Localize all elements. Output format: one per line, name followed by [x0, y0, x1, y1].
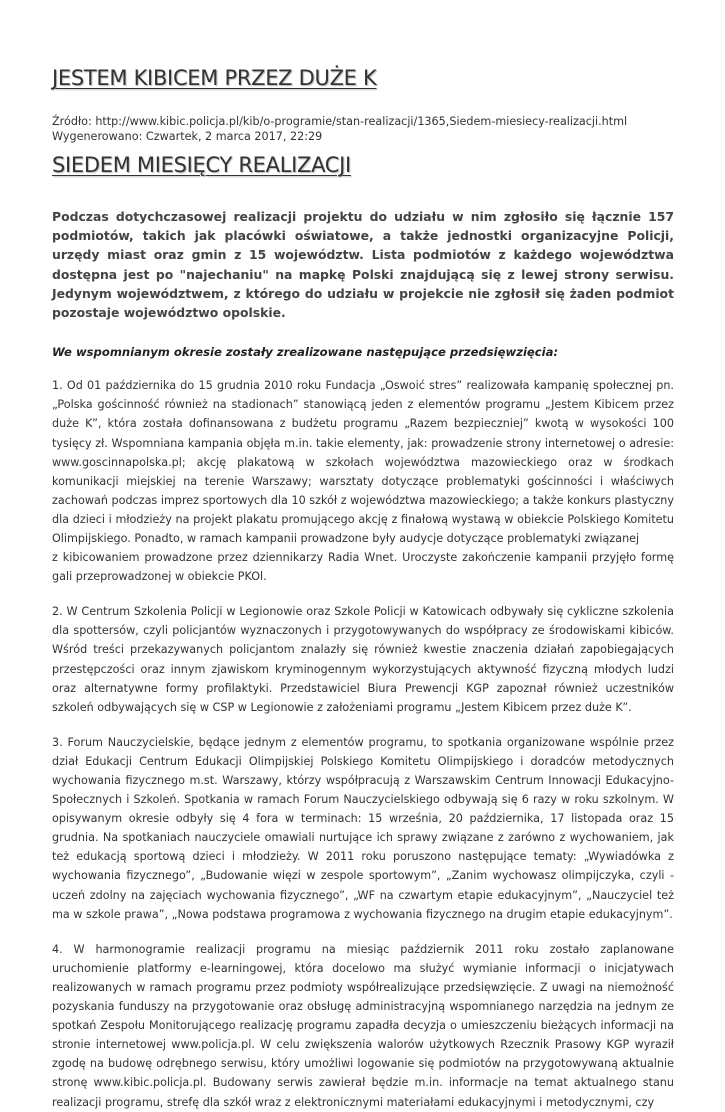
- paragraph-line: 1. Od 01 października do 15 grudnia 2010 roku Fundacja „Oswoić stres” realizowała kampanię społecznej pn. „Polska gościnność również na stadionach” stanowiącą jeden z elementów programu „Jestem Kibicem przez duże K”, która została dofinansowana z budżetu programu „Razem bezpieczniej” kwotą w wysokości 100 tysięcy zł. Wspomniana kampania objęła m.in. takie elementy, jak: prowadzenie strony internetowej o adresie: www.goscinnapolska.pl; akcję plakatową w szkołach województwa mazowieckiego oraz w środkach komunikacji miejskiej na terenie Warszawy; warsztaty dotyczące problematyki gościnności i właściwych zachowań podczas imprez sportowych dla 10 szkół z województwa mazowieckiego; a także konkurs plastyczny dla dzieci i młodzieży na projekt plakatu promującego akcję z finałową wystawą w obiekcie Polskiego Komitetu Olimpijskiego. Ponadto, w ramach kampanii prowadzone były audycje dotyczące problematyki związanej: [52, 379, 674, 545]
- article-body: [52, 207, 674, 1112]
- paragraph-4: [52, 940, 674, 1112]
- lead-paragraph: Podczas dotychczasowej realizacji projektu do udziału w nim zgłosiło się łącznie 157 podmiotów, takich jak placówki oświatowe, a także jednostki organizacyjne Policji, urzędy miast oraz gmin z 15 województw. Lista podmiotów z każdego województwa dostępna jest po "najechaniu" na mapkę Polski znajdującą się z lewej strony serwisu. Jedynym województwem, z którego do udziału w projekcie nie zgłosił się żaden podmiot pozostaje województwo opolskie.: [52, 209, 674, 321]
- generated-line: Wygenerowano: Czwartek, 2 marca 2017, 22:29: [52, 129, 323, 143]
- paragraph-line: 2. W Centrum Szkolenia Policji w Legionowie oraz Szkole Policji w Katowicach odbywały się cykliczne szkolenia dla spottersów, czyli policjantów wyznaczonych i przygotowywanych do współpracy ze środowiskami kibiców. Wśród treści przekazywanych policjantom znalazły się również kwestie znaczenia działań zapobiegających przestępczości oraz innym zjawiskom kryminogennym wykorzystujących aktywność fizyczną młodych ludzi oraz alternatywne formy profilaktyki. Przedstawiciel Biura Prewencji KGP zapoznał również uczestników szkoleń odbywających się w CSP w Legionowie z założeniami programu „Jestem Kibicem przez duże K”.: [52, 605, 674, 714]
- paragraph-line: z kibicowaniem prowadzone przez dziennikarzy Radia Wnet. Uroczyste zakończenie kampanii przyjęło formę gali przeprowadzonej w obiekcie PKOl.: [52, 551, 674, 584]
- paragraph-1: [52, 376, 674, 586]
- article-title: SIEDEM MIESIĘCY REALIZACJI: [52, 153, 351, 177]
- paragraph-line: 3. Forum Nauczycielskie, będące jednym z elementów programu, to spotkania organizowane wspólnie przez dział Edukacji Centrum Edukacji Olimpijskiej Polskiego Komitetu Olimpijskiego i doradców metodycznych wychowania fizycznego m.st. Warszawy, którzy współpracują z Warszawskim Centrum Innowacji Edukacyjno-Społecznych i Szkoleń. Spotkania w ramach Forum Nauczycielskiego odbywają się 6 razy w roku szkolnym. W opisywanym okresie odbyły się 4 fora w terminach: 15 września, 20 października, 17 listopada oraz 15 grudnia. Na spotkaniach nauczyciele omawiali nurtujące ich sprawy związane z zarówno z wychowaniem, jak też edukacją sportową dzieci i młodzieży. W 2011 roku poruszono następujące tematy: „Wywiadówka z wychowania fizycznego”, „Budowanie więzi w zespole sportowym”, „Zanim wychowasz olimpijczyka, czyli - uczeń zdolny na zajęciach wychowania fizycznego”, „WF na czwartym etapie edukacyjnym”, „Nauczyciel też ma w szkole prawa”, „Nowa podstawa programowa z wychowania fizycznego na drugim etapie edukacyjnym”.: [52, 735, 674, 921]
- paragraph-3: [52, 733, 674, 924]
- paragraph-line: 4. W harmonogramie realizacji programu na miesiąc październik 2011 roku zostało zaplanowane uruchomienie platformy e-learningowej, która docelowo ma służyć wymianie informacji o inicjatywach realizowanych w ramach programu przez podmioty współrealizujące przedsięwzięcie. Z uwagi na niemożność pozyskania funduszy na przygotowanie oraz obsługę administracyjną wspomnianego narzędzia na jednym ze spotkań Zespołu Monitorującego realizację programu zapadła decyzja o umieszczeniu bieżących informacji na stronie internetowej www.policja.pl. W celu zwiększenia walorów użytkowych Rzecznik Prasowy KGP wyraził zgodę na budowę odrębnego serwisu, który umożliwi logowanie się podmiotów na przygotowywaną aktualnie stronę www.kibic.policja.pl. Budowany serwis zawierał będzie m.in. informacje na temat aktualnego stanu realizacji programu, strefę dla szkół wraz z elektronicznymi materiałami edukacyjnymi i metodycznymi, czy: [52, 942, 674, 1109]
- paragraph-2: [52, 602, 674, 717]
- site-title: JESTEM KIBICEM PRZEZ DUŻE K: [52, 66, 377, 90]
- source-line: Źródło: http://www.kibic.policja.pl/kib/o-programie/stan-realizacji/1365,Siedem-miesiecy-realizacji.html: [52, 115, 628, 128]
- subheading: We wspomnianym okresie zostały zrealizowane następujące przedsięwzięcia:: [52, 345, 559, 360]
- document-meta: [52, 115, 627, 144]
